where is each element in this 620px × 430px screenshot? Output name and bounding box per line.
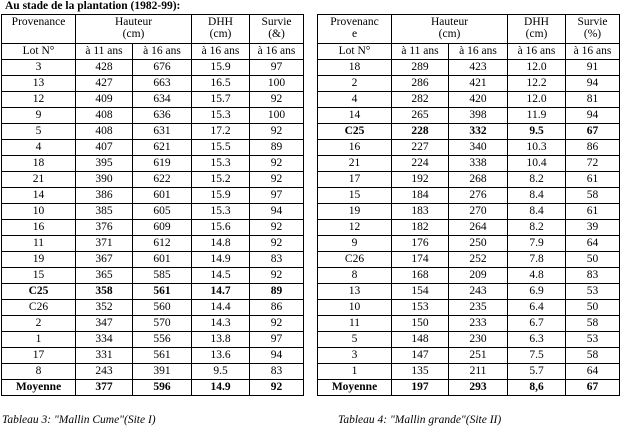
cell-dhh: 16.5 bbox=[192, 76, 250, 92]
cell-dhh: 9.5 bbox=[192, 364, 250, 380]
cell-survie: 94 bbox=[250, 204, 304, 220]
cell-survie: 61 bbox=[566, 172, 620, 188]
table-row bbox=[2, 268, 304, 284]
table-row bbox=[2, 316, 304, 332]
table-row bbox=[2, 124, 304, 140]
cell-hauteur-16: 230 bbox=[449, 332, 508, 348]
cell-hauteur-16: 636 bbox=[133, 108, 192, 124]
cell-dhh: 10.4 bbox=[508, 156, 566, 172]
cell-survie: 91 bbox=[566, 60, 620, 76]
cell-survie: 97 bbox=[250, 188, 304, 204]
cell-dhh: 7.9 bbox=[508, 236, 566, 252]
cell-survie: 89 bbox=[250, 140, 304, 156]
cell-dhh: 14.9 bbox=[192, 380, 250, 396]
cell-hauteur-16: 233 bbox=[449, 316, 508, 332]
cell-lot: C26 bbox=[2, 300, 76, 316]
cell-dhh: 12.0 bbox=[508, 60, 566, 76]
cell-hauteur-16: 211 bbox=[449, 364, 508, 380]
table-row bbox=[2, 332, 304, 348]
cell-hauteur-16: 605 bbox=[133, 204, 192, 220]
cell-hauteur-11: 147 bbox=[392, 348, 449, 364]
cell-hauteur-11: 367 bbox=[76, 252, 133, 268]
cell-dhh: 6.9 bbox=[508, 284, 566, 300]
header-dhh-16: à 16 ans bbox=[508, 44, 566, 60]
table-row bbox=[318, 124, 620, 140]
cell-dhh: 14.8 bbox=[192, 236, 250, 252]
cell-survie: 86 bbox=[566, 140, 620, 156]
table-row bbox=[2, 60, 304, 76]
cell-dhh: 17.2 bbox=[192, 124, 250, 140]
cell-hauteur-16: 338 bbox=[449, 156, 508, 172]
cell-hauteur-11: 428 bbox=[76, 60, 133, 76]
cell-hauteur-16: 340 bbox=[449, 140, 508, 156]
cell-lot: 11 bbox=[2, 236, 76, 252]
cell-hauteur-16: 621 bbox=[133, 140, 192, 156]
header-row bbox=[318, 15, 620, 44]
cell-survie: 61 bbox=[566, 204, 620, 220]
cell-survie: 86 bbox=[250, 300, 304, 316]
table-row bbox=[318, 204, 620, 220]
cell-survie: 72 bbox=[566, 156, 620, 172]
cell-hauteur-16: 585 bbox=[133, 268, 192, 284]
cell-hauteur-16: 596 bbox=[133, 380, 192, 396]
cell-lot: 21 bbox=[318, 156, 392, 172]
cell-lot: 21 bbox=[2, 172, 76, 188]
cell-hauteur-16: 252 bbox=[449, 252, 508, 268]
cell-hauteur-16: 270 bbox=[449, 204, 508, 220]
table-row bbox=[318, 284, 620, 300]
cell-survie: 100 bbox=[250, 108, 304, 124]
cell-dhh: 13.8 bbox=[192, 332, 250, 348]
cell-dhh: 6.3 bbox=[508, 332, 566, 348]
cell-dhh: 4.8 bbox=[508, 268, 566, 284]
header-hauteur: Hauteur (cm) bbox=[392, 15, 508, 44]
table-row bbox=[318, 252, 620, 268]
cell-dhh: 14.7 bbox=[192, 284, 250, 300]
cell-hauteur-16: 609 bbox=[133, 220, 192, 236]
table-row bbox=[318, 316, 620, 332]
cell-lot: 15 bbox=[318, 188, 392, 204]
cell-hauteur-11: 408 bbox=[76, 124, 133, 140]
cell-dhh: 15.6 bbox=[192, 220, 250, 236]
cell-lot: 16 bbox=[318, 140, 392, 156]
cell-hauteur-16: 268 bbox=[449, 172, 508, 188]
cell-dhh: 15.5 bbox=[192, 140, 250, 156]
cell-dhh: 12.0 bbox=[508, 92, 566, 108]
cell-hauteur-11: 135 bbox=[392, 364, 449, 380]
cell-hauteur-16: 276 bbox=[449, 188, 508, 204]
cell-hauteur-16: 423 bbox=[449, 60, 508, 76]
cell-survie: 92 bbox=[250, 172, 304, 188]
header-survie: Survie (%) bbox=[566, 15, 620, 44]
cell-survie: 67 bbox=[566, 380, 620, 396]
cell-dhh: 14.5 bbox=[192, 268, 250, 284]
cell-lot: 10 bbox=[2, 204, 76, 220]
cell-survie: 39 bbox=[566, 220, 620, 236]
cell-lot: 5 bbox=[2, 124, 76, 140]
caption-tableau-3: Tableau 3: "Mallin Cume"(Site I) bbox=[2, 414, 156, 426]
cell-lot: 2 bbox=[2, 316, 76, 332]
cell-survie: 92 bbox=[250, 380, 304, 396]
subheader-row bbox=[2, 44, 304, 60]
page-heading: Au stade de la plantation (1982-99): bbox=[5, 0, 181, 12]
table-row bbox=[2, 140, 304, 156]
cell-hauteur-11: 148 bbox=[392, 332, 449, 348]
cell-dhh: 8.2 bbox=[508, 172, 566, 188]
cell-lot: 4 bbox=[318, 92, 392, 108]
cell-hauteur-16: 209 bbox=[449, 268, 508, 284]
cell-lot: 18 bbox=[2, 156, 76, 172]
cell-dhh: 12.2 bbox=[508, 76, 566, 92]
cell-lot: 14 bbox=[2, 188, 76, 204]
table-row bbox=[318, 332, 620, 348]
header-lot: Lot N° bbox=[2, 44, 76, 60]
table-row bbox=[318, 140, 620, 156]
cell-hauteur-16: 622 bbox=[133, 172, 192, 188]
cell-lot: 16 bbox=[2, 220, 76, 236]
table-row bbox=[318, 108, 620, 124]
cell-lot: 9 bbox=[2, 108, 76, 124]
cell-hauteur-11: 331 bbox=[76, 348, 133, 364]
cell-survie: 83 bbox=[250, 252, 304, 268]
cell-survie: 58 bbox=[566, 188, 620, 204]
cell-dhh: 15.3 bbox=[192, 156, 250, 172]
cell-dhh: 6.4 bbox=[508, 300, 566, 316]
header-survie-16: à 16 ans bbox=[250, 44, 304, 60]
cell-dhh: 9.5 bbox=[508, 124, 566, 140]
cell-survie: 97 bbox=[250, 332, 304, 348]
cell-survie: 92 bbox=[250, 156, 304, 172]
cell-hauteur-16: 420 bbox=[449, 92, 508, 108]
cell-survie: 92 bbox=[250, 268, 304, 284]
cell-hauteur-11: 174 bbox=[392, 252, 449, 268]
table-row bbox=[2, 204, 304, 220]
cell-survie: 92 bbox=[250, 220, 304, 236]
header-hauteur-16: à 16 ans bbox=[133, 44, 192, 60]
table-row bbox=[318, 92, 620, 108]
table-row bbox=[2, 284, 304, 300]
cell-lot: C25 bbox=[2, 284, 76, 300]
table-row bbox=[2, 188, 304, 204]
cell-dhh: 15.2 bbox=[192, 172, 250, 188]
cell-lot: 1 bbox=[2, 332, 76, 348]
header-row bbox=[2, 15, 304, 44]
cell-lot: 8 bbox=[2, 364, 76, 380]
cell-survie: 50 bbox=[566, 300, 620, 316]
cell-hauteur-16: 332 bbox=[449, 124, 508, 140]
cell-hauteur-16: 561 bbox=[133, 348, 192, 364]
cell-lot: 12 bbox=[318, 220, 392, 236]
cell-survie: 92 bbox=[250, 236, 304, 252]
cell-hauteur-16: 556 bbox=[133, 332, 192, 348]
cell-hauteur-11: 224 bbox=[392, 156, 449, 172]
cell-lot: 5 bbox=[318, 332, 392, 348]
cell-hauteur-16: 631 bbox=[133, 124, 192, 140]
cell-lot: 2 bbox=[318, 76, 392, 92]
cell-survie: 53 bbox=[566, 332, 620, 348]
cell-lot: 9 bbox=[318, 236, 392, 252]
cell-lot: 14 bbox=[318, 108, 392, 124]
cell-dhh: 5.7 bbox=[508, 364, 566, 380]
cell-hauteur-16: 264 bbox=[449, 220, 508, 236]
cell-hauteur-16: 243 bbox=[449, 284, 508, 300]
cell-lot: 17 bbox=[2, 348, 76, 364]
cell-hauteur-11: 390 bbox=[76, 172, 133, 188]
cell-hauteur-16: 293 bbox=[449, 380, 508, 396]
cell-hauteur-16: 561 bbox=[133, 284, 192, 300]
cell-hauteur-11: 407 bbox=[76, 140, 133, 156]
table-row bbox=[318, 348, 620, 364]
cell-hauteur-11: 286 bbox=[392, 76, 449, 92]
table-row bbox=[318, 236, 620, 252]
cell-hauteur-11: 386 bbox=[76, 188, 133, 204]
cell-hauteur-11: 150 bbox=[392, 316, 449, 332]
table-row bbox=[318, 172, 620, 188]
cell-hauteur-11: 395 bbox=[76, 156, 133, 172]
table-row bbox=[2, 380, 304, 396]
cell-lot: 3 bbox=[2, 60, 76, 76]
table-row bbox=[318, 300, 620, 316]
cell-survie: 92 bbox=[250, 316, 304, 332]
cell-hauteur-11: 408 bbox=[76, 108, 133, 124]
cell-hauteur-11: 153 bbox=[392, 300, 449, 316]
header-hauteur-11: à 11 ans bbox=[392, 44, 449, 60]
table-row bbox=[318, 268, 620, 284]
cell-dhh: 7.8 bbox=[508, 252, 566, 268]
cell-hauteur-11: 197 bbox=[392, 380, 449, 396]
header-hauteur-16: à 16 ans bbox=[449, 44, 508, 60]
cell-survie: 92 bbox=[250, 92, 304, 108]
header-provenance: Provenance bbox=[2, 15, 76, 44]
cell-dhh: 8.2 bbox=[508, 220, 566, 236]
cell-hauteur-11: 176 bbox=[392, 236, 449, 252]
table-row bbox=[318, 380, 620, 396]
table-row bbox=[318, 188, 620, 204]
table-row bbox=[318, 364, 620, 380]
cell-hauteur-11: 154 bbox=[392, 284, 449, 300]
cell-dhh: 15.9 bbox=[192, 60, 250, 76]
table-row bbox=[318, 156, 620, 172]
header-dhh: DHH (cm) bbox=[508, 15, 566, 44]
cell-survie: 92 bbox=[250, 124, 304, 140]
cell-hauteur-16: 398 bbox=[449, 108, 508, 124]
table-mallin-grande bbox=[317, 14, 620, 396]
table-row bbox=[2, 220, 304, 236]
cell-lot: 17 bbox=[318, 172, 392, 188]
cell-dhh: 8.4 bbox=[508, 204, 566, 220]
cell-lot: 19 bbox=[318, 204, 392, 220]
header-hauteur: Hauteur (cm) bbox=[76, 15, 192, 44]
cell-survie: 94 bbox=[566, 108, 620, 124]
cell-hauteur-11: 265 bbox=[392, 108, 449, 124]
header-lot: Lot N° bbox=[318, 44, 392, 60]
cell-survie: 97 bbox=[250, 60, 304, 76]
cell-hauteur-11: 192 bbox=[392, 172, 449, 188]
cell-hauteur-11: 228 bbox=[392, 124, 449, 140]
cell-hauteur-16: 619 bbox=[133, 156, 192, 172]
cell-hauteur-11: 352 bbox=[76, 300, 133, 316]
cell-hauteur-16: 250 bbox=[449, 236, 508, 252]
cell-survie: 58 bbox=[566, 316, 620, 332]
table-mallin-cume bbox=[1, 14, 304, 396]
cell-hauteur-16: 560 bbox=[133, 300, 192, 316]
header-dhh: DHH (cm) bbox=[192, 15, 250, 44]
cell-lot: C25 bbox=[318, 124, 392, 140]
cell-hauteur-11: 358 bbox=[76, 284, 133, 300]
cell-hauteur-16: 570 bbox=[133, 316, 192, 332]
table-row bbox=[318, 60, 620, 76]
cell-hauteur-11: 227 bbox=[392, 140, 449, 156]
cell-hauteur-16: 421 bbox=[449, 76, 508, 92]
cell-survie: 100 bbox=[250, 76, 304, 92]
cell-survie: 89 bbox=[250, 284, 304, 300]
cell-lot: Moyenne bbox=[318, 380, 392, 396]
cell-dhh: 6.7 bbox=[508, 316, 566, 332]
cell-hauteur-11: 289 bbox=[392, 60, 449, 76]
cell-dhh: 15.3 bbox=[192, 108, 250, 124]
cell-hauteur-16: 663 bbox=[133, 76, 192, 92]
table-row bbox=[2, 92, 304, 108]
table-row bbox=[2, 76, 304, 92]
cell-dhh: 10.3 bbox=[508, 140, 566, 156]
cell-survie: 83 bbox=[566, 268, 620, 284]
cell-hauteur-11: 376 bbox=[76, 220, 133, 236]
cell-dhh: 7.5 bbox=[508, 348, 566, 364]
header-survie-16: à 16 ans bbox=[566, 44, 620, 60]
table-row bbox=[2, 108, 304, 124]
cell-dhh: 15.7 bbox=[192, 92, 250, 108]
cell-hauteur-11: 377 bbox=[76, 380, 133, 396]
cell-hauteur-11: 347 bbox=[76, 316, 133, 332]
cell-lot: 13 bbox=[318, 284, 392, 300]
cell-hauteur-16: 235 bbox=[449, 300, 508, 316]
cell-hauteur-16: 251 bbox=[449, 348, 508, 364]
cell-hauteur-11: 385 bbox=[76, 204, 133, 220]
table-row bbox=[318, 76, 620, 92]
cell-lot: 19 bbox=[2, 252, 76, 268]
cell-lot: 18 bbox=[318, 60, 392, 76]
cell-survie: 64 bbox=[566, 364, 620, 380]
cell-lot: 13 bbox=[2, 76, 76, 92]
cell-survie: 53 bbox=[566, 284, 620, 300]
table-row bbox=[2, 156, 304, 172]
cell-hauteur-11: 371 bbox=[76, 236, 133, 252]
cell-survie: 83 bbox=[250, 364, 304, 380]
cell-survie: 67 bbox=[566, 124, 620, 140]
cell-survie: 94 bbox=[566, 76, 620, 92]
cell-lot: 10 bbox=[318, 300, 392, 316]
table-row bbox=[2, 252, 304, 268]
cell-hauteur-16: 601 bbox=[133, 252, 192, 268]
cell-hauteur-16: 612 bbox=[133, 236, 192, 252]
table-row bbox=[2, 364, 304, 380]
cell-hauteur-11: 409 bbox=[76, 92, 133, 108]
cell-survie: 81 bbox=[566, 92, 620, 108]
cell-lot: 4 bbox=[2, 140, 76, 156]
header-dhh-16: à 16 ans bbox=[192, 44, 250, 60]
cell-hauteur-11: 282 bbox=[392, 92, 449, 108]
cell-lot: Moyenne bbox=[2, 380, 76, 396]
table-row bbox=[2, 300, 304, 316]
cell-dhh: 15.3 bbox=[192, 204, 250, 220]
cell-dhh: 13.6 bbox=[192, 348, 250, 364]
table-row bbox=[2, 172, 304, 188]
cell-lot: 11 bbox=[318, 316, 392, 332]
cell-dhh: 14.4 bbox=[192, 300, 250, 316]
cell-survie: 58 bbox=[566, 348, 620, 364]
table-row bbox=[2, 236, 304, 252]
cell-hauteur-11: 334 bbox=[76, 332, 133, 348]
cell-hauteur-16: 676 bbox=[133, 60, 192, 76]
cell-hauteur-16: 601 bbox=[133, 188, 192, 204]
cell-survie: 64 bbox=[566, 236, 620, 252]
cell-hauteur-16: 634 bbox=[133, 92, 192, 108]
cell-lot: 12 bbox=[2, 92, 76, 108]
table-row bbox=[318, 220, 620, 236]
subheader-row bbox=[318, 44, 620, 60]
cell-lot: C26 bbox=[318, 252, 392, 268]
cell-survie: 50 bbox=[566, 252, 620, 268]
cell-hauteur-11: 182 bbox=[392, 220, 449, 236]
cell-hauteur-11: 184 bbox=[392, 188, 449, 204]
cell-dhh: 14.9 bbox=[192, 252, 250, 268]
cell-hauteur-11: 427 bbox=[76, 76, 133, 92]
cell-dhh: 8.4 bbox=[508, 188, 566, 204]
cell-survie: 94 bbox=[250, 348, 304, 364]
cell-hauteur-11: 168 bbox=[392, 268, 449, 284]
caption-tableau-4: Tableau 4: "Mallin grande"(Site II) bbox=[338, 414, 502, 426]
cell-lot: 8 bbox=[318, 268, 392, 284]
cell-lot: 15 bbox=[2, 268, 76, 284]
cell-lot: 3 bbox=[318, 348, 392, 364]
header-hauteur-11: à 11 ans bbox=[76, 44, 133, 60]
cell-lot: 1 bbox=[318, 364, 392, 380]
header-provenance: Provenanc e bbox=[318, 15, 392, 44]
cell-dhh: 15.9 bbox=[192, 188, 250, 204]
cell-hauteur-11: 243 bbox=[76, 364, 133, 380]
cell-hauteur-11: 365 bbox=[76, 268, 133, 284]
cell-dhh: 8,6 bbox=[508, 380, 566, 396]
cell-hauteur-16: 391 bbox=[133, 364, 192, 380]
cell-dhh: 14.3 bbox=[192, 316, 250, 332]
cell-hauteur-11: 183 bbox=[392, 204, 449, 220]
table-row bbox=[2, 348, 304, 364]
header-survie: Survie (&) bbox=[250, 15, 304, 44]
cell-dhh: 11.9 bbox=[508, 108, 566, 124]
